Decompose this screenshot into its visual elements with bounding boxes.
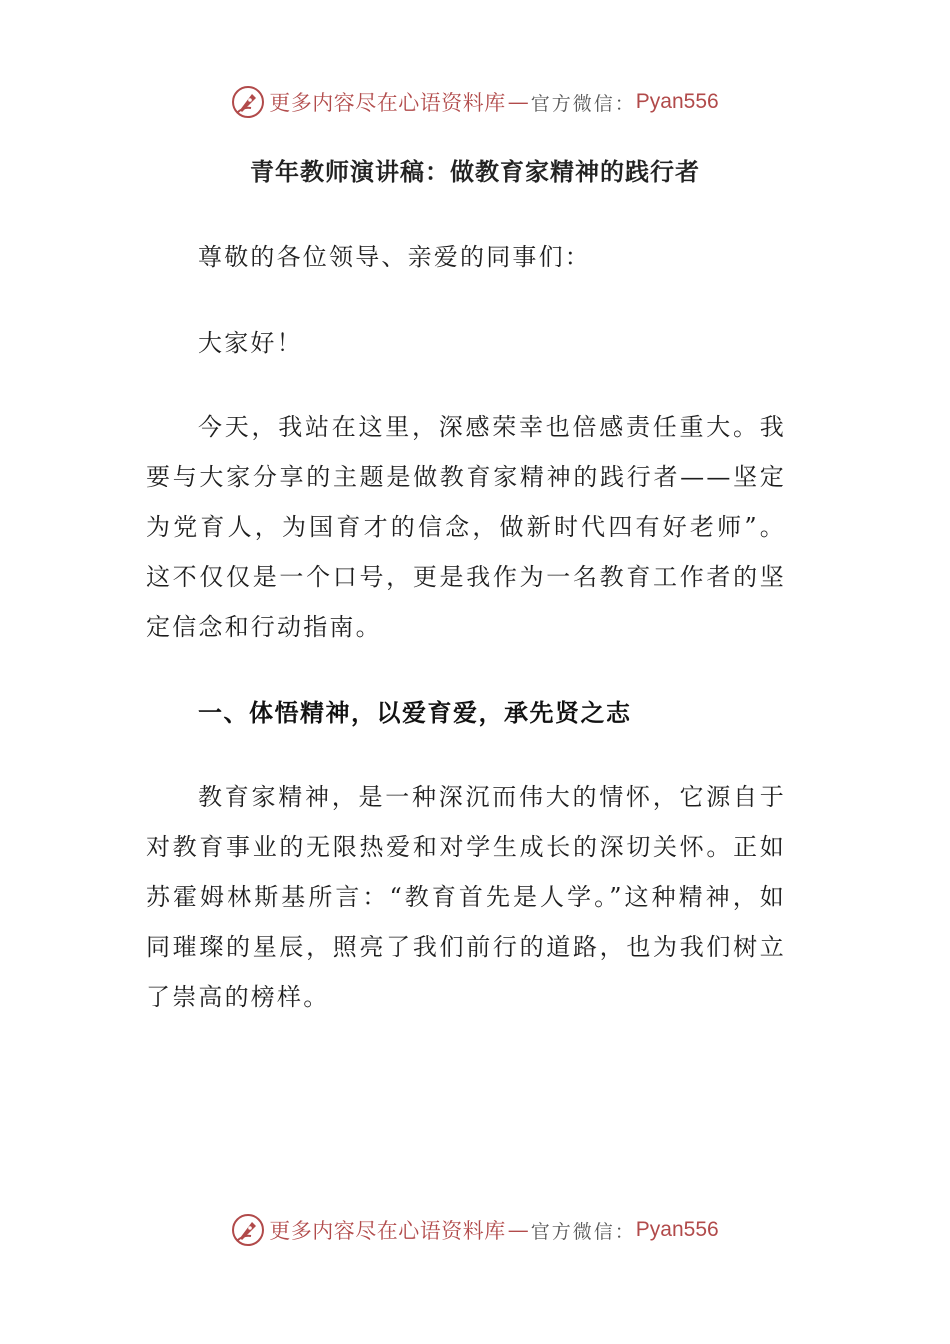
pen-nib-logo-icon	[231, 85, 265, 119]
banner-main-text: 更多内容尽在心语资料库	[269, 91, 506, 115]
banner-wechat-label: 官方微信：	[530, 1220, 636, 1243]
banner-dash: —	[507, 90, 529, 114]
paragraph-2: 教育家精神，是一种深沉而伟大的情怀，它源自于对教育事业的无限热爱和对学生成长的深切关怀。正如苏霍姆林斯基所言：“教育首先是人学。”这种精神，如同璀璨的星辰，照亮了我们前行的道路，也为我们树立了崇高的榜样。	[146, 783, 786, 1011]
document-title: 青年教师演讲稿：做教育家精神的践行者	[250, 157, 700, 186]
pen-nib-logo-icon	[231, 1213, 265, 1247]
paragraph-1: 今天，我站在这里，深感荣幸也倍感责任重大。我要与大家分享的主题是做教育家精神的践行者——坚定为党育人，为国育才的信念，做新时代四有好老师”。这不仅仅是一个口号，更是我作为一名教育工作者的坚定信念和行动指南。	[146, 413, 786, 641]
footer-banner	[0, 1212, 950, 1248]
banner-wechat-id: Pyan556	[635, 90, 719, 113]
banner-wechat-label: 官方微信：	[530, 92, 636, 115]
salutation: 尊敬的各位领导、亲爱的同事们：	[198, 243, 591, 271]
greeting: 大家好！	[198, 329, 303, 357]
header-banner	[0, 84, 950, 120]
banner-wechat-id: Pyan556	[635, 1218, 719, 1241]
section-heading-1: 一、体悟精神，以爱育爱，承先贤之志	[198, 698, 632, 727]
banner-main-text: 更多内容尽在心语资料库	[269, 1219, 506, 1243]
banner-dash: —	[507, 1218, 529, 1242]
